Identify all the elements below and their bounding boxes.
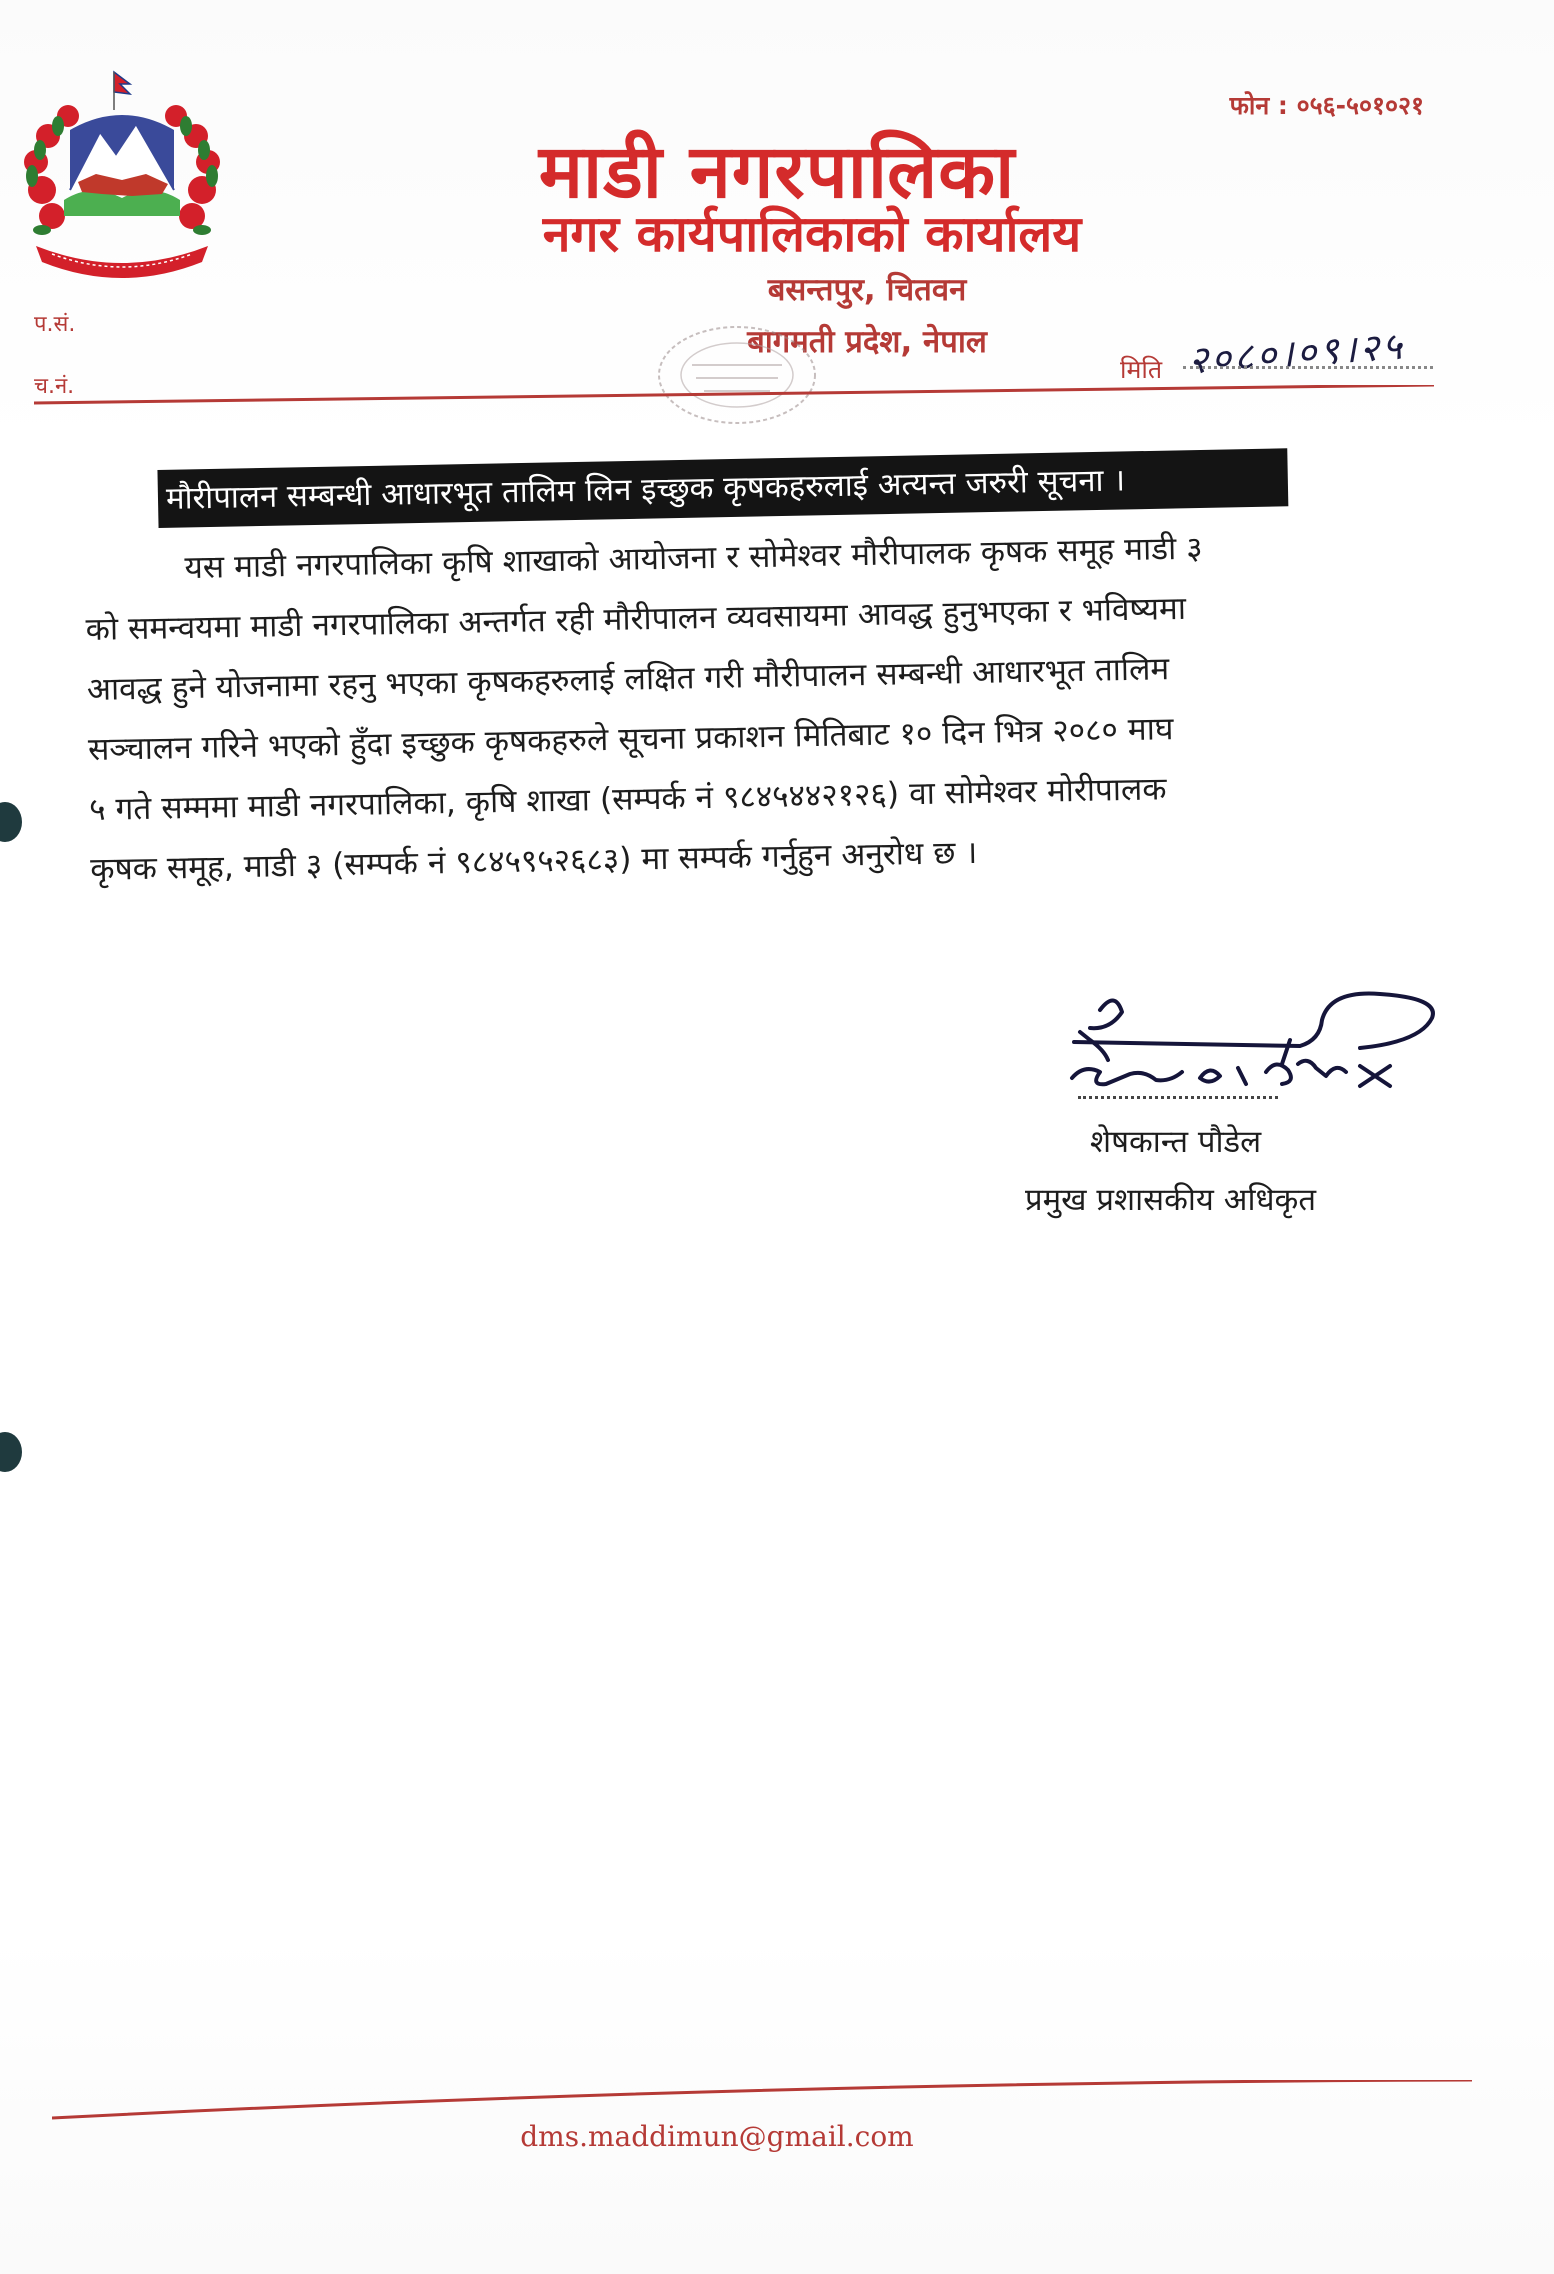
phone-number: फोन : ०५६-५०१०२१: [1229, 91, 1424, 120]
body-line: कृषक समूह, माडी ३ (सम्पर्क नं ९८४५९५२६८३) मा सम्पर्क गर्नुहुन अनुरोध छ ।: [89, 834, 978, 888]
footer-divider-line: [52, 2080, 1472, 2120]
header-divider-line: [34, 385, 1434, 405]
body-line: को समन्वयमा माडी नगरपालिका अन्तर्गत रही मौरीपालन व्यवसायमा आवद्ध हुनुभएका र भविष्यमा: [85, 590, 1187, 648]
address-province: बागमती प्रदेश, नेपाल: [747, 324, 987, 360]
body-line: सञ्चालन गरिने भएको हुँदा इच्छुक कृषकहरुले सूचना प्रकाशन मितिबाट १० दिन भित्र २०८० माघ: [87, 711, 1174, 768]
binder-hole: [0, 802, 22, 842]
date-handwritten: २०८०।०९।२५: [1186, 323, 1407, 383]
office-title: नगर कार्यपालिकाको कार्यालय: [542, 205, 1082, 263]
municipality-title: माडी नगरपालिका: [538, 129, 1016, 215]
date-label: मिति: [1120, 355, 1163, 384]
body-line: आवद्ध हुने योजनामा रहनु भएका कृषकहरुलाई लक्षित गरी मौरीपालन सम्बन्धी आधारभूत तालिम: [86, 651, 1170, 708]
footer-email: dms.maddimun@gmail.com: [520, 2120, 914, 2153]
body-line: यस माडी नगरपालिका कृषि शाखाको आयोजना र सोमेश्वर मौरीपालक कृषक समूह माडी ३: [184, 530, 1203, 587]
body-line: ५ गते सम्ममा माडी नगरपालिका, कृषि शाखा (सम्पर्क नं ९८४५४४२१२६) वा सोमेश्वर मोरीपालक: [88, 771, 1167, 828]
office-stamp-mark: [652, 320, 822, 430]
notice-subject-bar: मौरीपालन सम्बन्धी आधारभूत तालिम लिन इच्छुक कृषकहरुलाई अत्यन्त जरुरी सूचना ।: [157, 448, 1288, 528]
reference-number-label: प.सं.: [34, 312, 76, 337]
binder-hole: [0, 1432, 22, 1472]
signer-designation: प्रमुख प्रशासकीय अधिकृत: [1025, 1182, 1317, 1218]
notice-body: [84, 515, 1381, 900]
dispatch-number-label: च.नं.: [34, 374, 75, 399]
date-dotted-line: [1183, 366, 1433, 369]
signer-name: शेषकान्त पौडेल: [1090, 1124, 1262, 1160]
handwritten-signature: [1060, 980, 1460, 1120]
address-city: बसन्तपुर, चितवन: [767, 272, 967, 308]
signature-dotted-line: [1078, 1096, 1278, 1099]
